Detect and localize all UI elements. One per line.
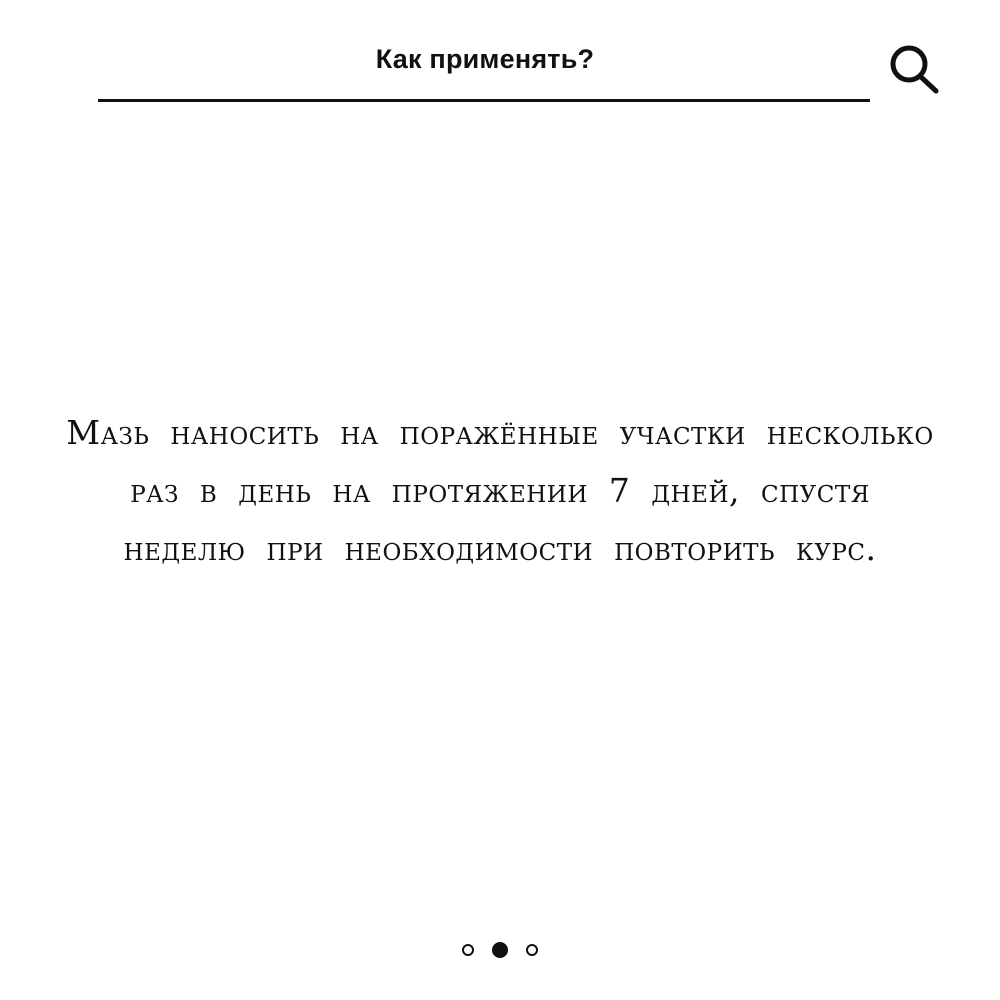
pagination-dot-2-active[interactable]	[492, 942, 508, 958]
header-divider	[98, 99, 870, 102]
pagination-dot-3[interactable]	[526, 944, 538, 956]
instruction-text: Мазь наносить на поражённые участки несколько раз в день на протяжении 7 дней, спустя неделю при необходимости повторить курс.	[66, 413, 934, 568]
page-title: Как применять?	[375, 44, 595, 74]
search-icon[interactable]	[886, 40, 944, 98]
pagination-dot-1[interactable]	[462, 944, 474, 956]
pagination-dots	[0, 940, 1000, 960]
